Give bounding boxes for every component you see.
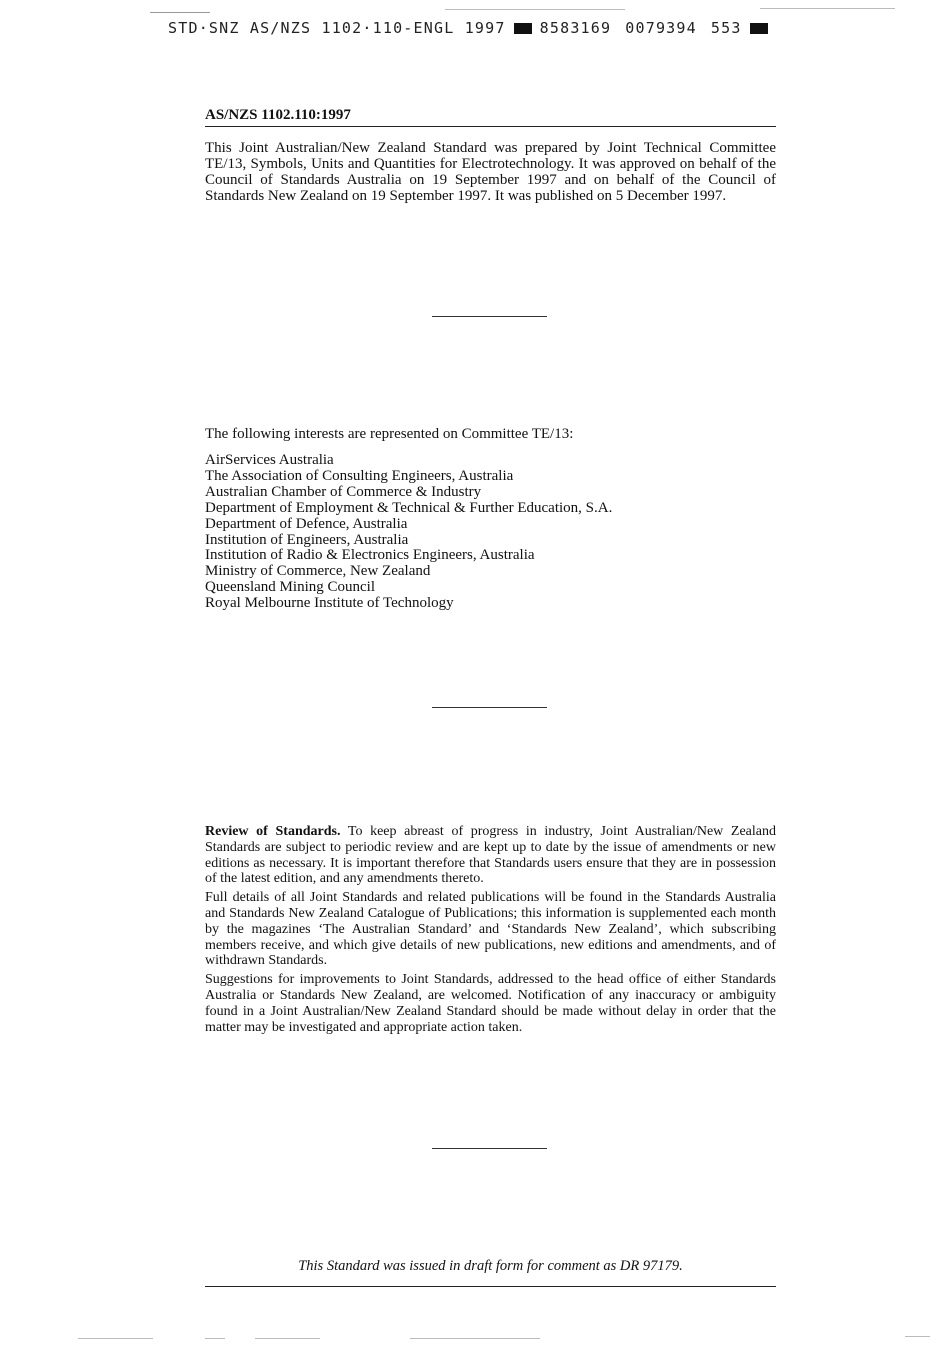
scan-artifact-line	[760, 8, 895, 9]
scan-artifact-line	[150, 12, 210, 13]
scan-header-prefix: STD·SNZ AS/NZS 1102·110-ENGL 1997	[168, 19, 506, 37]
committee-member: Queensland Mining Council	[205, 579, 375, 596]
document-number: AS/NZS 1102.110:1997	[205, 107, 776, 127]
review-title: Review of Standards.	[205, 824, 341, 839]
committee-member: Ministry of Commerce, New Zealand	[205, 563, 431, 580]
committee-member: Department of Defence, Australia	[205, 515, 408, 532]
committee-member: Australian Chamber of Commerce & Industry	[205, 483, 482, 500]
committee-member: The Association of Consulting Engineers, Australia	[205, 467, 514, 484]
scan-artifact-line	[445, 9, 625, 10]
committee-member: AirServices Australia	[205, 452, 334, 468]
separator-rule	[432, 707, 547, 708]
committee-heading: The following interests are represented on Committee TE/13:	[205, 426, 574, 442]
committee-member: Institution of Engineers, Australia	[205, 531, 409, 548]
scan-artifact-line	[205, 1338, 225, 1339]
scan-artifact-line	[905, 1336, 930, 1337]
committee-member-list	[205, 453, 776, 612]
scan-block-mark	[514, 23, 532, 34]
review-paragraph-2: Full details of all Joint Standards and related publications will be found in the Standards Australia and Standards New Zealand Catalogue of Publications; this information is supplemented each month by the magazines ‘The Australian Standard’ and ‘Standards New Zealand’, which subscribing members receive, and which give details of new publications, new editions and amendments, and of withdrawn Standards.	[205, 890, 776, 969]
scan-header-code2: 0079394	[625, 19, 697, 37]
scan-header	[168, 19, 776, 37]
committee-member: Royal Melbourne Institute of Technology	[205, 595, 454, 612]
draft-note: This Standard was issued in draft form for comment as DR 97179.	[205, 1258, 776, 1287]
review-paragraph-3: Suggestions for improvements to Joint Standards, addressed to the head office of either Standards Australia or Standards New Zealand, are welcomed. Notification of any inaccuracy or ambiguity found in a Joint Australian/New Zealand Standard should be made without delay in order that the matter may be investigated and appropriate action taken.	[205, 972, 776, 1035]
scan-artifact-line	[78, 1338, 153, 1339]
separator-rule	[432, 1148, 547, 1149]
committee-member: Institution of Radio & Electronics Engineers, Australia	[205, 547, 535, 564]
scan-header-code3: 553	[710, 19, 742, 37]
separator-rule	[432, 316, 547, 317]
scan-artifact-line	[410, 1338, 540, 1339]
scan-artifact-line	[255, 1338, 320, 1339]
review-section	[205, 824, 776, 1038]
committee-member: Department of Employment & Technical & Further Education, S.A.	[205, 499, 613, 516]
review-paragraph-1	[205, 824, 776, 887]
scan-block-mark	[750, 23, 768, 34]
scan-header-code1: 8583169	[539, 19, 612, 37]
review-text-1: To keep abreast of progress in industry, Joint Australian/New Zealand Standards are subject to periodic review and are kept up to date by the issue of amendments or new editions as necessary. It is important therefore that Standards users ensure that they are in possession of the latest edition, and any amendments thereto.	[205, 824, 777, 887]
committee-members	[205, 453, 776, 612]
intro-paragraph: This Joint Australian/New Zealand Standard was prepared by Joint Technical Committee TE/13, Symbols, Units and Quantities for Electrotechnology. It was approved on behalf of the Council of Standards Australia on 19 September 1997 and on behalf of the Council of Standards New Zealand on 19 September 1997. It was published on 5 December 1997.	[205, 140, 776, 204]
